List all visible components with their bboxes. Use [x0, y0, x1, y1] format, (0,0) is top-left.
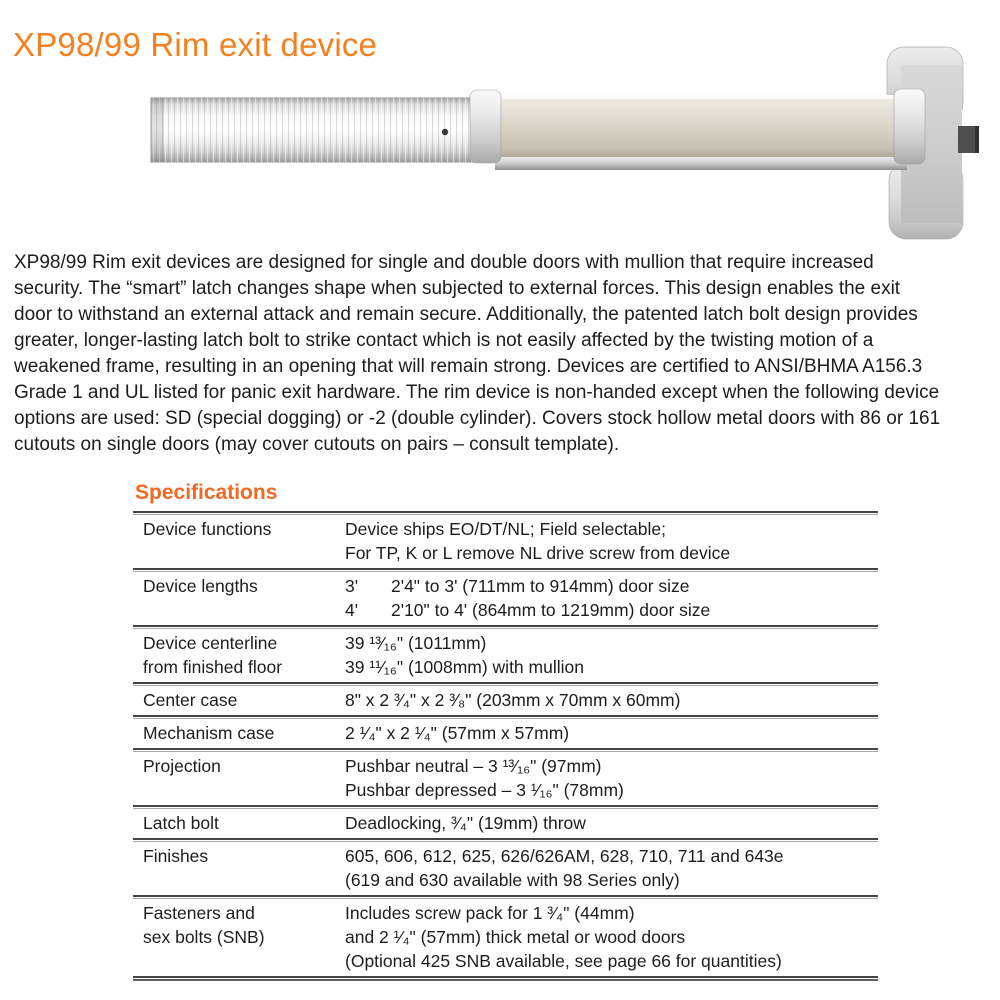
description-line: Grade 1 and UL listed for panic exit hardware. The rim device is non-handed except when the following device [14, 382, 940, 403]
spec-value: 8" x 2 ³⁄₄" x 2 ³⁄₈" (203mm x 70mm x 60mm) [345, 690, 681, 710]
spec-value: (619 and 630 available with 98 Series only) [345, 870, 680, 890]
length-key: 3' [345, 576, 359, 596]
product-photo [150, 35, 995, 250]
spec-row-mechanism-case [133, 719, 878, 748]
description-line: greater, longer-lasting latch bolt to strike contact which is not easily affected by the twisting motion of a [14, 330, 874, 351]
spec-value: Deadlocking, ³⁄₄" (19mm) throw [345, 813, 586, 833]
spec-value: Device ships EO/DT/NL; Field selectable; [345, 519, 666, 539]
spec-label: sex bolts (SNB) [143, 927, 265, 947]
exit-device-illustration [150, 35, 995, 250]
spec-row-latch-bolt [133, 809, 878, 838]
spec-value: 2 ¹⁄₄" x 2 ¹⁄₄" (57mm x 57mm) [345, 723, 570, 743]
table-rule-final [133, 976, 878, 982]
spec-row-device-centerline [133, 629, 878, 682]
description-paragraph [14, 250, 992, 458]
description-line: door to withstand an external attack and remain secure. Additionally, the patented latch bolt design provides [14, 304, 918, 325]
specifications-section [133, 481, 878, 982]
spec-value: Pushbar depressed – 3 ¹⁄₁₆" (78mm) [345, 780, 624, 800]
description-line: XP98/99 Rim exit devices are designed for single and double doors with mullion that require increased [14, 252, 874, 273]
specifications-heading: Specifications [135, 481, 278, 504]
description-line: cutouts on single doors (may cover cutouts on pairs – consult template). [14, 434, 620, 455]
device-pushbar [495, 95, 901, 157]
spec-row-device-functions [133, 515, 878, 568]
spec-label: Device functions [143, 519, 272, 539]
spec-row-fasteners [133, 899, 878, 976]
spec-label: Center case [143, 690, 238, 710]
description-line: security. The “smart” latch changes shape when subjected to external forces. This design enables the exit [14, 278, 901, 299]
description-line: options are used: SD (special dogging) or -2 (double cylinder). Covers stock hollow metal doors with 86 or 161 [14, 408, 941, 429]
spec-row-finishes [133, 842, 878, 895]
spec-label: Finishes [143, 846, 209, 866]
length-key: 4' [345, 600, 359, 620]
length-text: 2'4" to 3' (711mm to 914mm) door size [391, 576, 690, 596]
spec-value: Pushbar neutral – 3 ¹³⁄₁₆" (97mm) [345, 756, 602, 776]
spec-label: Latch bolt [143, 813, 219, 833]
device-base-strip [495, 155, 907, 170]
drive-screw-hole [442, 129, 448, 135]
spec-label: Device centerline [143, 633, 278, 653]
spec-row-center-case [133, 686, 878, 715]
pushbar-collar-left [470, 90, 501, 163]
spec-label: Mechanism case [143, 723, 275, 743]
device-rail [151, 98, 495, 162]
spec-label: Device lengths [143, 576, 258, 596]
spec-label: Projection [143, 756, 221, 776]
spec-value: 605, 606, 612, 625, 626/626AM, 628, 710, 711 and 643e [345, 846, 784, 866]
spec-label: Fasteners and [143, 903, 255, 923]
spec-value: 39 ¹¹⁄₁₆" (1008mm) with mullion [345, 657, 584, 677]
spec-value: (Optional 425 SNB available, see page 66 for quantities) [345, 951, 782, 971]
spec-row-projection [133, 752, 878, 805]
spec-value: 39 ¹³⁄₁₆" (1011mm) [345, 633, 487, 653]
spec-value: Includes screw pack for 1 ³⁄₄" (44mm) [345, 903, 635, 923]
spec-value: For TP, K or L remove NL drive screw from device [345, 543, 731, 563]
page-title: XP98/99 Rim exit device [13, 26, 378, 63]
spec-row-device-lengths [133, 572, 878, 625]
pushbar-collar-right [894, 89, 925, 164]
spec-value: and 2 ¹⁄₄" (57mm) thick metal or wood doors [345, 927, 686, 947]
length-text: 2'10" to 4' (864mm to 1219mm) door size [391, 600, 711, 620]
spec-label: from finished floor [143, 657, 283, 677]
description-line: weakened frame, resulting in an opening that will remain strong. Devices are certified to ANSI/BHMA A156.3 [14, 356, 923, 377]
